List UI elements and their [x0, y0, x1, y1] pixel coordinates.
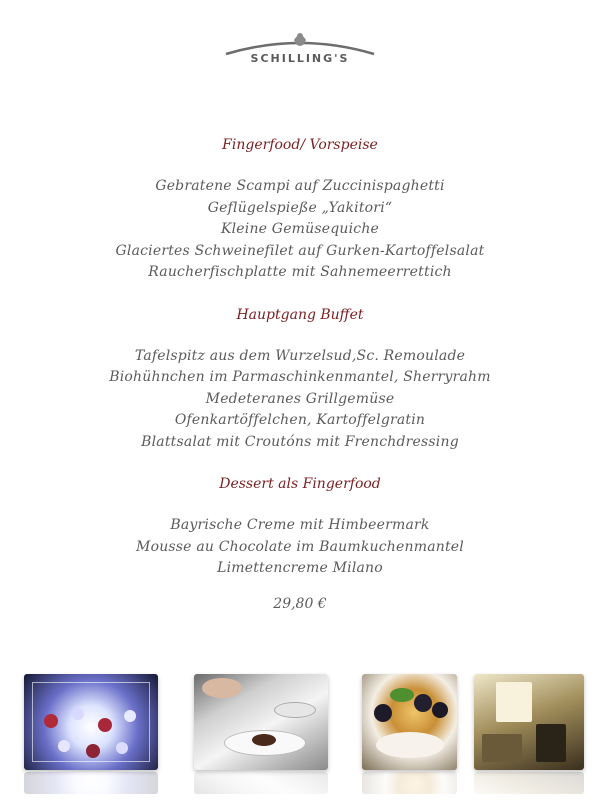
menu-item: Geflügelspieße „Yakitori“	[207, 199, 393, 216]
section-title: Hauptgang Buffet	[236, 306, 364, 323]
dessert-glasses-photo	[24, 674, 158, 770]
menu-item: Tafelspitz aus dem Wurzelsud,Sc. Remoulade	[134, 347, 466, 364]
menu-item: Biohühnchen im Parmaschinkenmantel, Sherryrahm	[109, 369, 491, 385]
menu-item: Kleine Gemüsequiche	[220, 221, 380, 237]
brand-name: SCHILLING'S	[250, 52, 350, 65]
menu-item: Mousse au Chocolate im Baumkuchenmantel	[136, 538, 464, 555]
menu-item: Ofenkartöffelchen, Kartoffelgratin	[174, 412, 426, 428]
menu-item: Raucherfischplatte mit Sahnemeerrettich	[148, 264, 452, 280]
menu-item: Bayrische Creme mit Himbeermark	[170, 517, 430, 533]
price: 29,80 €	[273, 595, 327, 612]
photo-strip	[0, 674, 600, 794]
restaurant-interior-photo	[474, 674, 584, 770]
section-title: Fingerfood/ Vorspeise	[222, 137, 378, 153]
menu-item: Medeteranes Grillgemüse	[205, 390, 395, 407]
menu-section-fingerfood	[0, 134, 600, 284]
menu-item: Blattsalat mit Croutóns mit Frenchdressing	[141, 433, 459, 450]
menu-item: Gebratene Scampi auf Zuccinispaghetti	[155, 178, 445, 194]
menu-item: Glaciertes Schweinefilet auf Gurken-Kartoffelsalat	[115, 242, 485, 259]
menu-item: Limettencreme Milano	[217, 560, 383, 576]
brand-logo	[224, 28, 376, 72]
menu-section-hauptgang	[0, 304, 600, 454]
creme-brulee-photo	[362, 674, 457, 770]
plating-photo	[194, 674, 328, 770]
section-title: Dessert als Fingerfood	[219, 476, 381, 492]
menu-section-dessert	[0, 473, 600, 615]
menu-card	[0, 134, 600, 629]
